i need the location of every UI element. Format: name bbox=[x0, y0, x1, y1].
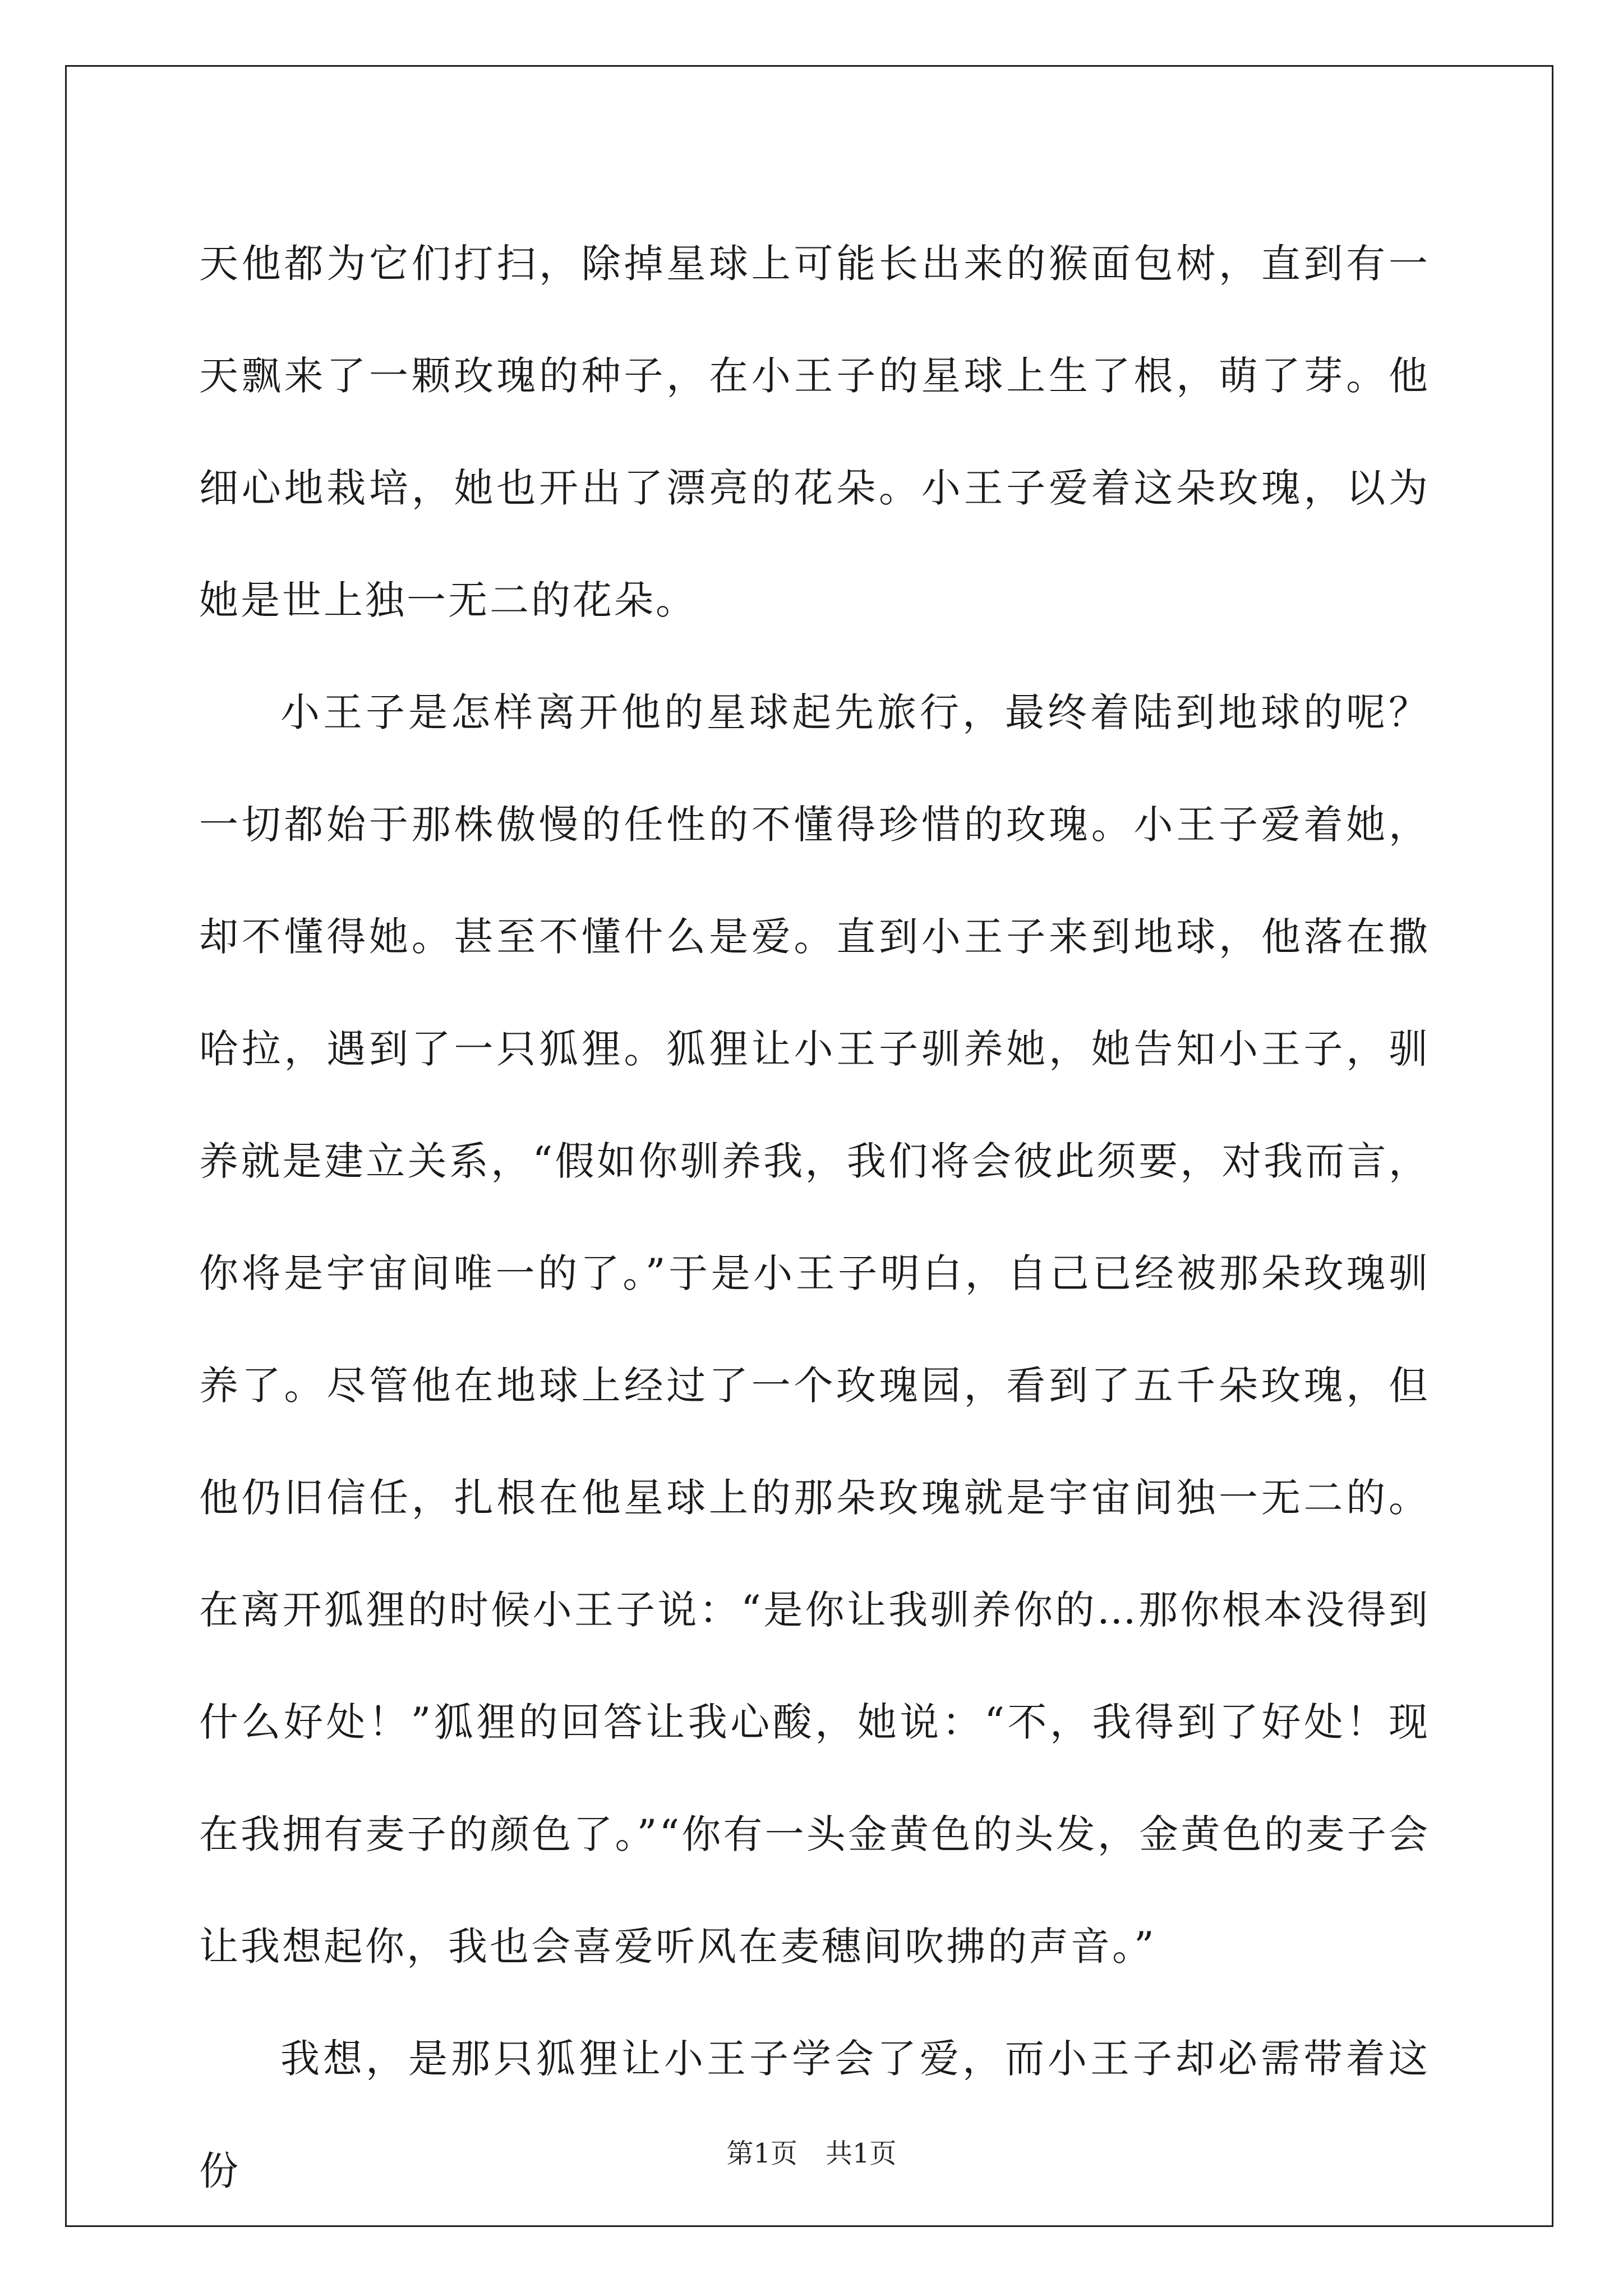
page-total: 共1页 bbox=[826, 2138, 897, 2169]
page-number: 第1页 bbox=[726, 2138, 797, 2169]
document-body bbox=[199, 208, 1430, 2227]
paragraph-2: 小王子是怎样离开他的星球起先旅行，最终着陆到地球的呢？一切都始于那株傲慢的任性的不懂得珍惜的玫瑰。小王子爱着她，却不懂得她。甚至不懂什么是爱。直到小王子来到地球，他落在撒哈拉，遇到了一只狐狸。狐狸让小王子驯养她，她告知小王子，驯养就是建立关系，“假如你驯养我，我们将会彼此须要，对我而言，你将是宇宙间唯一的了。”于是小王子明白，自己已经被那朵玫瑰驯养了。尽管他在地球上经过了一个玫瑰园，看到了五千朵玫瑰，但他仍旧信任，扎根在他星球上的那朵玫瑰就是宇宙间独一无二的。在离开狐狸的时候小王子说：“是你让我驯养你的…那你根本没得到什么好处！”狐狸的回答让我心酸，她说：“不，我得到了好处！现在我拥有麦子的颜色了。”“你有一头金黄色的头发，金黄色的麦子会让我想起你，我也会喜爱听风在麦穗间吹拂的声音。” bbox=[199, 689, 1430, 1970]
paragraph-1: 天他都为它们打扫，除掉星球上可能长出来的猴面包树，直到有一天飘来了一颗玫瑰的种子，在小王子的星球上生了根，萌了芽。他细心地栽培，她也开出了漂亮的花朵。小王子爱着这朵玫瑰，以为她是世上独一无二的花朵。 bbox=[199, 241, 1430, 623]
page-footer bbox=[0, 2132, 1623, 2170]
paragraph-3: 我想，是那只狐狸让小王子学会了爱，而小王子却必需带着这份 bbox=[199, 2036, 1430, 2194]
